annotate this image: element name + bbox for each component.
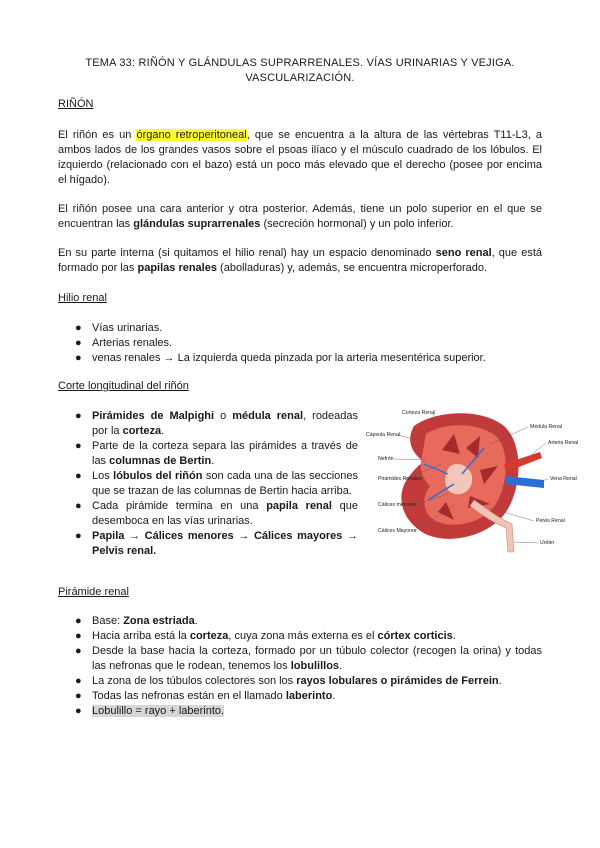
pir-bold: corteza: [189, 630, 229, 642]
label-calices-menores: Cálices menores: [378, 502, 417, 508]
kidney-diagram: [364, 404, 582, 554]
label-nefron: Nefrón: [378, 456, 394, 462]
label-pelvis: Pelvis Renal: [536, 518, 565, 524]
pir-bold: rayos lobulares o pirámides de Ferrein: [296, 675, 499, 687]
section-heading-hilio: Hilio renal: [58, 292, 107, 304]
label-piramides: Pirámides Renales: [378, 476, 422, 482]
pir-text: Base:: [92, 615, 124, 627]
document-title: [60, 56, 540, 86]
corte-bold: corteza: [122, 425, 162, 437]
corte-text: o: [214, 410, 233, 422]
corte-bold: papila renal: [266, 500, 332, 512]
hilio-list: [58, 321, 542, 366]
pir-text: .: [452, 630, 456, 642]
p3-text-e: (abolladuras) y, además, se encuentra microperforado.: [216, 262, 488, 274]
list-item: ● Desde la base hacia la corteza, formado por un túbulo colector (recogen la orina) y todas las nefronas que le rodean, tenemos los lobulillos.: [75, 645, 542, 672]
corte-text: que desemboca en las vías urinarias.: [92, 500, 358, 527]
pir-text: Hacia arriba está la: [92, 630, 190, 642]
selected-text: Lobulillo = rayo + laberinto.: [92, 705, 225, 717]
corte-text: son cada una de las secciones que se trazan de las columnas de Bertin hacia arriba.: [92, 470, 358, 497]
corte-text: , rodeadas por la: [92, 410, 359, 437]
list-item: ● Pirámides de Malpighi o médula renal, rodeadas por la corteza.: [75, 410, 359, 437]
p3-text-c: , que está formado por las: [58, 247, 542, 274]
pir-text: .: [332, 690, 336, 702]
corte-bold: médula renal: [232, 410, 304, 422]
section-heading-corte: Corte longitudinal del riñón: [58, 380, 189, 392]
pir-text: Desde la base hacia la corteza, formado por un túbulo colector (recogen la orina) y todas las nefronas que le rodean, tenemos los: [92, 645, 542, 672]
list-item: ● Hacia arriba está la corteza, cuya zona más externa es el córtex corticis.: [75, 630, 456, 642]
p1-highlight: órgano retroperitoneal: [136, 129, 247, 141]
p1-text-b: , que se encuentra a la altura de las vértebras T11-L3, a ambos lados de los grandes vasos sobre el psoas ilíaco y el músculo cuadrado de los lóbulos. El izquierdo (relacionado con el bazo) está un poco más elevado que el derecho (posee por encima el hígado).: [58, 129, 542, 186]
list-item: ● Todas las nefronas están en el llamado laberinto.: [75, 690, 336, 702]
label-capsula: Cápsula Renal: [366, 432, 401, 438]
pir-text: , cuya zona más externa es el: [228, 630, 378, 642]
corte-text: Parte de la corteza separa las pirámides a través de las: [92, 440, 358, 467]
piramide-list: [58, 614, 542, 719]
label-ureter: Uréter: [540, 540, 555, 546]
p3-text-a: En su parte interna (si quitamos el hilio renal) hay un espacio denominado: [58, 247, 436, 259]
label-arteria: Arteria Renal: [548, 440, 579, 446]
corte-text: .: [211, 455, 215, 467]
title-line-1: TEMA 33: RIÑÓN Y GLÁNDULAS SUPRARRENALES. VÍAS URINARIAS Y VEJIGA.: [85, 57, 515, 69]
label-medula: Médula Renal: [530, 424, 563, 430]
p2-text-c: (secreción hormonal) y un polo inferior.: [260, 218, 454, 230]
list-item: ● Vías urinarias.: [75, 322, 163, 334]
pir-text: Todas las nefronas están en el llamado: [92, 690, 286, 702]
pir-text: .: [498, 675, 502, 687]
pir-bold: Zona estriada: [123, 615, 195, 627]
pir-text: La zona de los túbulos colectores son los: [92, 675, 297, 687]
corte-bold: Papila → Cálices menores → Cálices mayores → Pelvis renal.: [92, 530, 358, 557]
corte-bold: Pirámides de Malpighi: [92, 410, 215, 422]
pir-bold: córtex corticis: [377, 630, 453, 642]
list-item: ● La zona de los túbulos colectores son los rayos lobulares o pirámides de Ferrein.: [75, 675, 502, 687]
corte-text: .: [161, 425, 165, 437]
label-corteza: Corteza Renal: [402, 410, 436, 416]
p2-text-a: El riñón posee una cara anterior y otra posterior. Además, tiene un polo superior en el que se encuentran las: [58, 203, 542, 230]
corte-bold: lóbulos del riñón: [113, 470, 203, 482]
paragraph-2: [58, 202, 542, 232]
p3-bold-b: papilas renales: [137, 262, 217, 274]
list-item: ● Arterias renales.: [75, 337, 173, 349]
p2-bold: glándulas suprarrenales: [133, 218, 261, 230]
corte-bold: columnas de Bertin: [109, 455, 212, 467]
label-calices-mayores: Cálices Mayores: [378, 528, 417, 534]
pir-bold: laberinto: [285, 690, 333, 702]
list-item: ● Papila → Cálices menores → Cálices mayores → Pelvis renal.: [75, 530, 358, 557]
pir-text: .: [194, 615, 198, 627]
title-line-2: VASCULARIZACIÓN.: [245, 72, 355, 84]
pir-text: .: [339, 660, 343, 672]
list-item: ● venas renales → La izquierda queda pinzada por la arteria mesentérica superior.: [75, 352, 486, 364]
list-item: ● Parte de la corteza separa las pirámides a través de las columnas de Bertin.: [75, 440, 358, 467]
paragraph-3: [58, 246, 542, 276]
paragraph-1: [58, 128, 542, 188]
list-item: ● Base: Zona estriada.: [75, 615, 198, 627]
list-item: ● Los lóbulos del riñón son cada una de las secciones que se trazan de las columnas de Bertin hacia arriba.: [75, 470, 358, 497]
list-item-text: venas renales → La izquierda queda pinzada por la arteria mesentérica superior.: [92, 352, 486, 364]
list-item-text: Arterias renales.: [92, 337, 173, 349]
section-heading-rinon: RIÑÓN: [58, 98, 94, 110]
corte-text: Cada pirámide termina en una: [92, 500, 267, 512]
label-vena: Vena Renal: [550, 476, 577, 482]
section-heading-piramide: Pirámide renal: [58, 586, 129, 598]
list-item: ● Lobulillo = rayo + laberinto.: [75, 705, 225, 717]
list-item-text: Vías urinarias.: [92, 322, 163, 334]
corte-list: [58, 409, 358, 559]
corte-text: Los: [92, 470, 114, 482]
list-item: ● Cada pirámide termina en una papila renal que desemboca en las vías urinarias.: [75, 500, 358, 527]
p1-text-a: El riñón es un: [58, 129, 137, 141]
p3-bold-a: seno renal: [435, 247, 492, 259]
pir-bold: lobulillos: [290, 660, 340, 672]
